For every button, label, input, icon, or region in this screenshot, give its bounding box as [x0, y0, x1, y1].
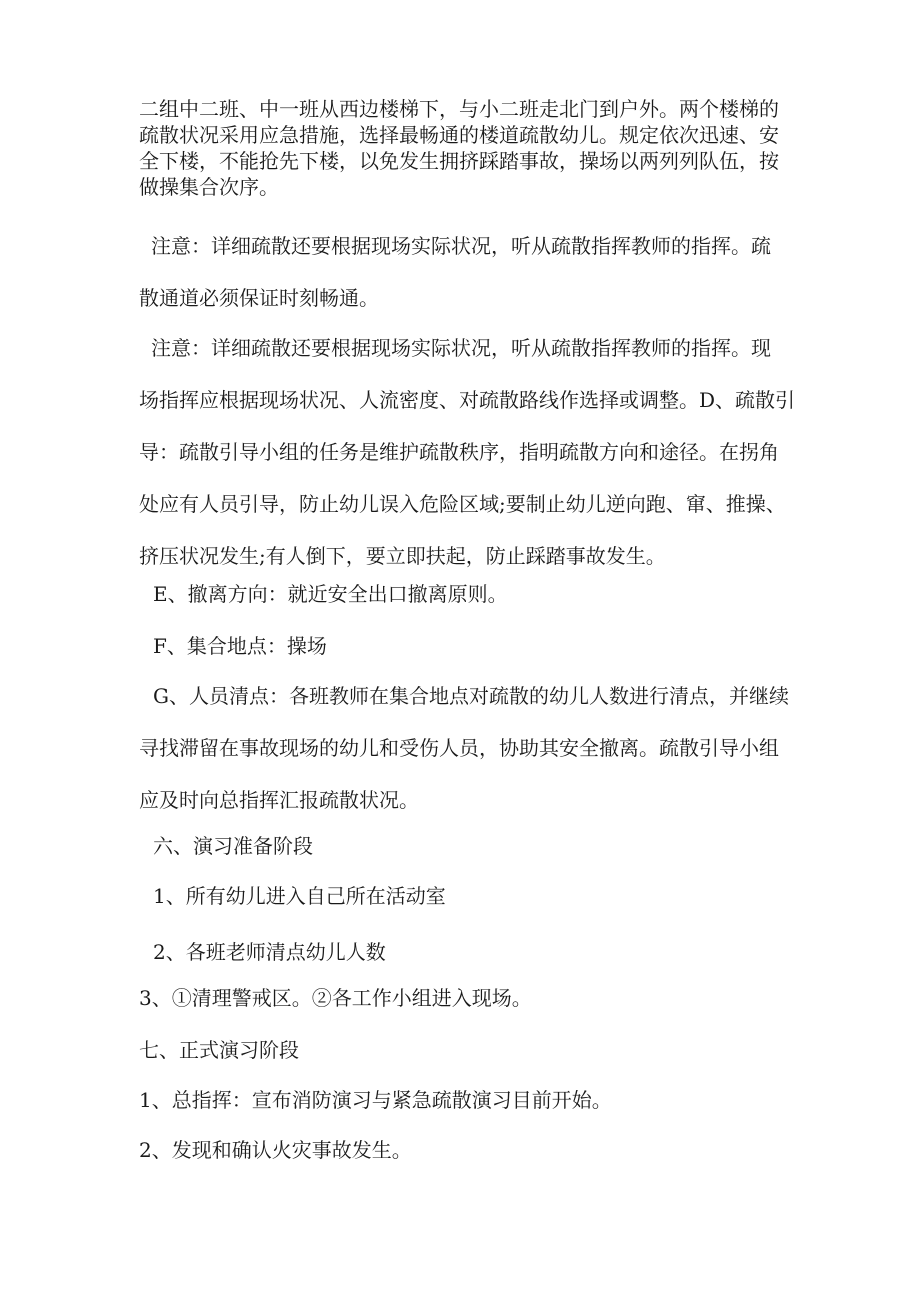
paragraph-note-2	[139, 334, 799, 594]
section-7-item-1	[139, 1086, 799, 1114]
section-6-item-2	[139, 938, 799, 966]
section-6-title	[139, 832, 799, 860]
text-line: 散通道必须保证时刻畅通。	[139, 286, 379, 310]
item-f-assembly-point	[139, 632, 799, 660]
text-line: 注意：详细疏散还要根据现场实际状况，听从疏散指挥教师的指挥。疏	[151, 234, 771, 258]
text-line: 导：疏散引导小组的任务是维护疏散秩序，指明疏散方向和途径。在拐角	[139, 440, 779, 464]
text-line: G、人员清点：各班教师在集合地点对疏散的幼儿人数进行清点，并继续	[153, 684, 789, 708]
text-line: 场指挥应根据现场状况、人流密度、对疏散路线作选择或调整。D、疏散引	[139, 388, 796, 412]
section-6-item-3	[139, 984, 799, 1012]
text-line: 疏散状况采用应急措施，选择最畅通的楼道疏散幼儿。规定依次迅速、安	[139, 123, 779, 147]
text-line: 二组中二班、中一班从西边楼梯下，与小二班走北门到户外。两个楼梯的	[139, 97, 779, 121]
text-line: E、撤离方向：就近安全出口撤离原则。	[153, 582, 508, 606]
text-line: 做操集合次序。	[139, 175, 279, 199]
text-line: 3、①清理警戒区。②各工作小组进入现场。	[139, 986, 532, 1010]
item-e-evacuation-direction	[139, 580, 799, 608]
text-line: 1、总指挥：宣布消防演习与紧急疏散演习目前开始。	[139, 1088, 612, 1112]
section-7-item-2	[139, 1136, 799, 1164]
text-line: 2、各班老师清点幼儿人数	[153, 940, 386, 964]
text-line: 1、所有幼儿进入自己所在活动室	[153, 884, 446, 908]
paragraph-note-1	[139, 232, 799, 336]
text-line: 七、正式演习阶段	[139, 1038, 299, 1062]
text-line: 六、演习准备阶段	[153, 834, 313, 858]
section-7-title	[139, 1036, 799, 1064]
text-line: 应及时向总指挥汇报疏散状况。	[139, 788, 419, 812]
text-line: 2、发现和确认火灾事故发生。	[139, 1138, 412, 1162]
text-line: 寻找滞留在事故现场的幼儿和受伤人员，协助其安全撤离。疏散引导小组	[139, 736, 779, 760]
paragraph-evacuation-route	[139, 96, 799, 200]
text-line: 挤压状况发生;有人倒下，要立即扶起，防止踩踏事故发生。	[139, 544, 666, 568]
text-line: 全下楼，不能抢先下楼，以免发生拥挤踩踏事故，操场以两列列队伍，按	[139, 149, 779, 173]
text-line: 处应有人员引导，防止幼儿误入危险区域;要制止幼儿逆向跑、窜、推操、	[139, 492, 786, 516]
text-line: F、集合地点：操场	[153, 634, 327, 658]
paragraph-g-headcount	[139, 682, 799, 838]
text-line: 注意：详细疏散还要根据现场实际状况，听从疏散指挥教师的指挥。现	[151, 336, 771, 360]
section-6-item-1	[139, 882, 799, 910]
